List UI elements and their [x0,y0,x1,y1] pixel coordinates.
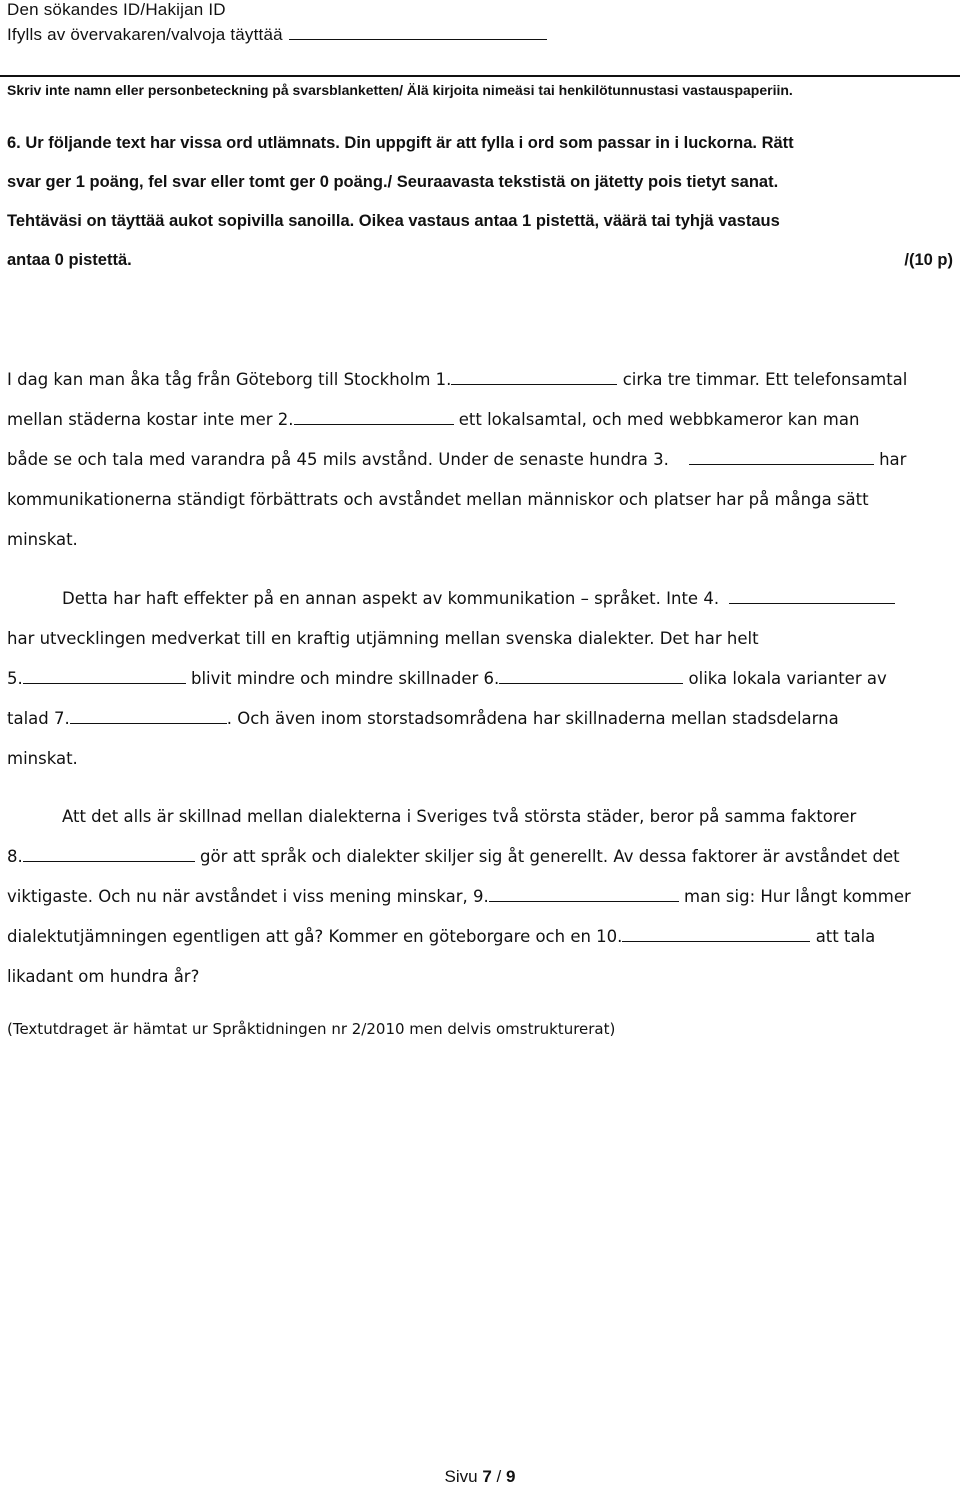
blank-8[interactable] [23,845,195,862]
paragraph-2 [7,579,953,779]
blank-10[interactable] [622,925,810,942]
privacy-notice: Skriv inte namn eller personbeteckning på svarsblanketten/ Älä kirjoita nimeäsi tai henkilötunnustasi vastauspaperiin. [7,82,793,98]
para2-text: blivit mindre och mindre skillnader 6. [191,669,500,688]
supervisor-fill-row [7,25,547,45]
task-points: /(10 p) [904,251,953,269]
blank-2[interactable] [294,408,454,425]
para3-text: dialektutjämningen egentligen att gå? Kommer en göteborgare och en 10. [7,927,623,946]
task-line-4-row [7,241,953,280]
task-line-3: Tehtäväsi on täyttää aukot sopivilla sanoilla. Oikea vastaus antaa 1 pistettä, väärä tai tyhjä vastaus [7,212,780,230]
header-divider [0,75,960,77]
para1-text: mellan städerna kostar inte mer 2. [7,410,294,429]
para3-text: gör att språk och dialekter skiljer sig åt generellt. Av dessa faktorer är avståndet det [200,847,900,866]
para1-text: både se och tala med varandra på 45 mils avstånd. Under de senaste hundra 3. [7,450,669,469]
para1-text: har [879,450,907,469]
para3-text: man sig: Hur långt kommer [684,887,911,906]
supervisor-fill-label: Ifylls av övervakaren/valvoja täyttää [7,25,283,44]
para2-text: minskat. [7,749,78,768]
footer-page-total: 9 [506,1467,516,1486]
para3-text: 8. [7,847,23,866]
para1-text: minskat. [7,530,78,549]
applicant-id-label: Den sökandes ID/Hakijan ID [7,0,226,19]
para1-text: cirka tre timmar. Ett telefonsamtal [622,370,908,389]
source-citation: (Textutdraget är hämtat ur Språktidningen nr 2/2010 men delvis omstrukturerat) [7,1020,616,1038]
para3-text: likadant om hundra år? [7,967,200,986]
supervisor-fill-blank[interactable] [289,29,547,40]
footer-prefix: Sivu [444,1467,478,1486]
para2-text: talad 7. [7,709,70,728]
para1-text: kommunikationerna ständigt förbättrats och avståndet mellan människor och platser har på många sätt [7,490,869,509]
blank-7[interactable] [70,707,227,724]
para2-text: olika lokala varianter av [688,669,887,688]
para3-text: att tala [815,927,876,946]
blank-1[interactable] [451,368,617,385]
para3-text: Att det alls är skillnad mellan dialekterna i Sveriges två största städer, beror på samma faktorer [62,807,857,826]
task-line-1: 6. Ur följande text har vissa ord utlämnats. Din uppgift är att fylla i ord som passar in i luckorna. Rätt [7,134,794,152]
task-line-4: antaa 0 pistettä. [7,251,132,269]
footer-page-number: 7 [482,1467,492,1486]
blank-5[interactable] [23,667,186,684]
para2-text: Detta har haft effekter på en annan aspekt av kommunikation – språket. Inte 4. [62,589,720,608]
para2-text: 5. [7,669,23,688]
blank-4[interactable] [729,587,895,604]
para2-text: har utvecklingen medverkat till en kraftig utjämning mellan svenska dialekter. Det har helt [7,629,759,648]
footer-separator: / [496,1467,502,1486]
task-line-2: svar ger 1 poäng, fel svar eller tomt ger 0 poäng./ Seuraavasta tekstistä on jätetty pois tietyt sanat. [7,173,779,191]
paragraph-3 [7,797,953,997]
blank-6[interactable] [499,667,683,684]
para1-text: ett lokalsamtal, och med webbkameror kan man [458,410,860,429]
para2-text: . Och även inom storstadsområdena har skillnaderna mellan stadsdelarna [226,709,839,728]
para3-text: viktigaste. Och nu när avståndet i viss mening minskar, 9. [7,887,489,906]
para1-text: I dag kan man åka tåg från Göteborg till Stockholm 1. [7,370,452,389]
task-instructions [7,124,953,280]
page-footer [0,1467,960,1487]
paragraph-1 [7,360,953,560]
blank-9[interactable] [489,885,679,902]
blank-3[interactable] [689,448,874,465]
